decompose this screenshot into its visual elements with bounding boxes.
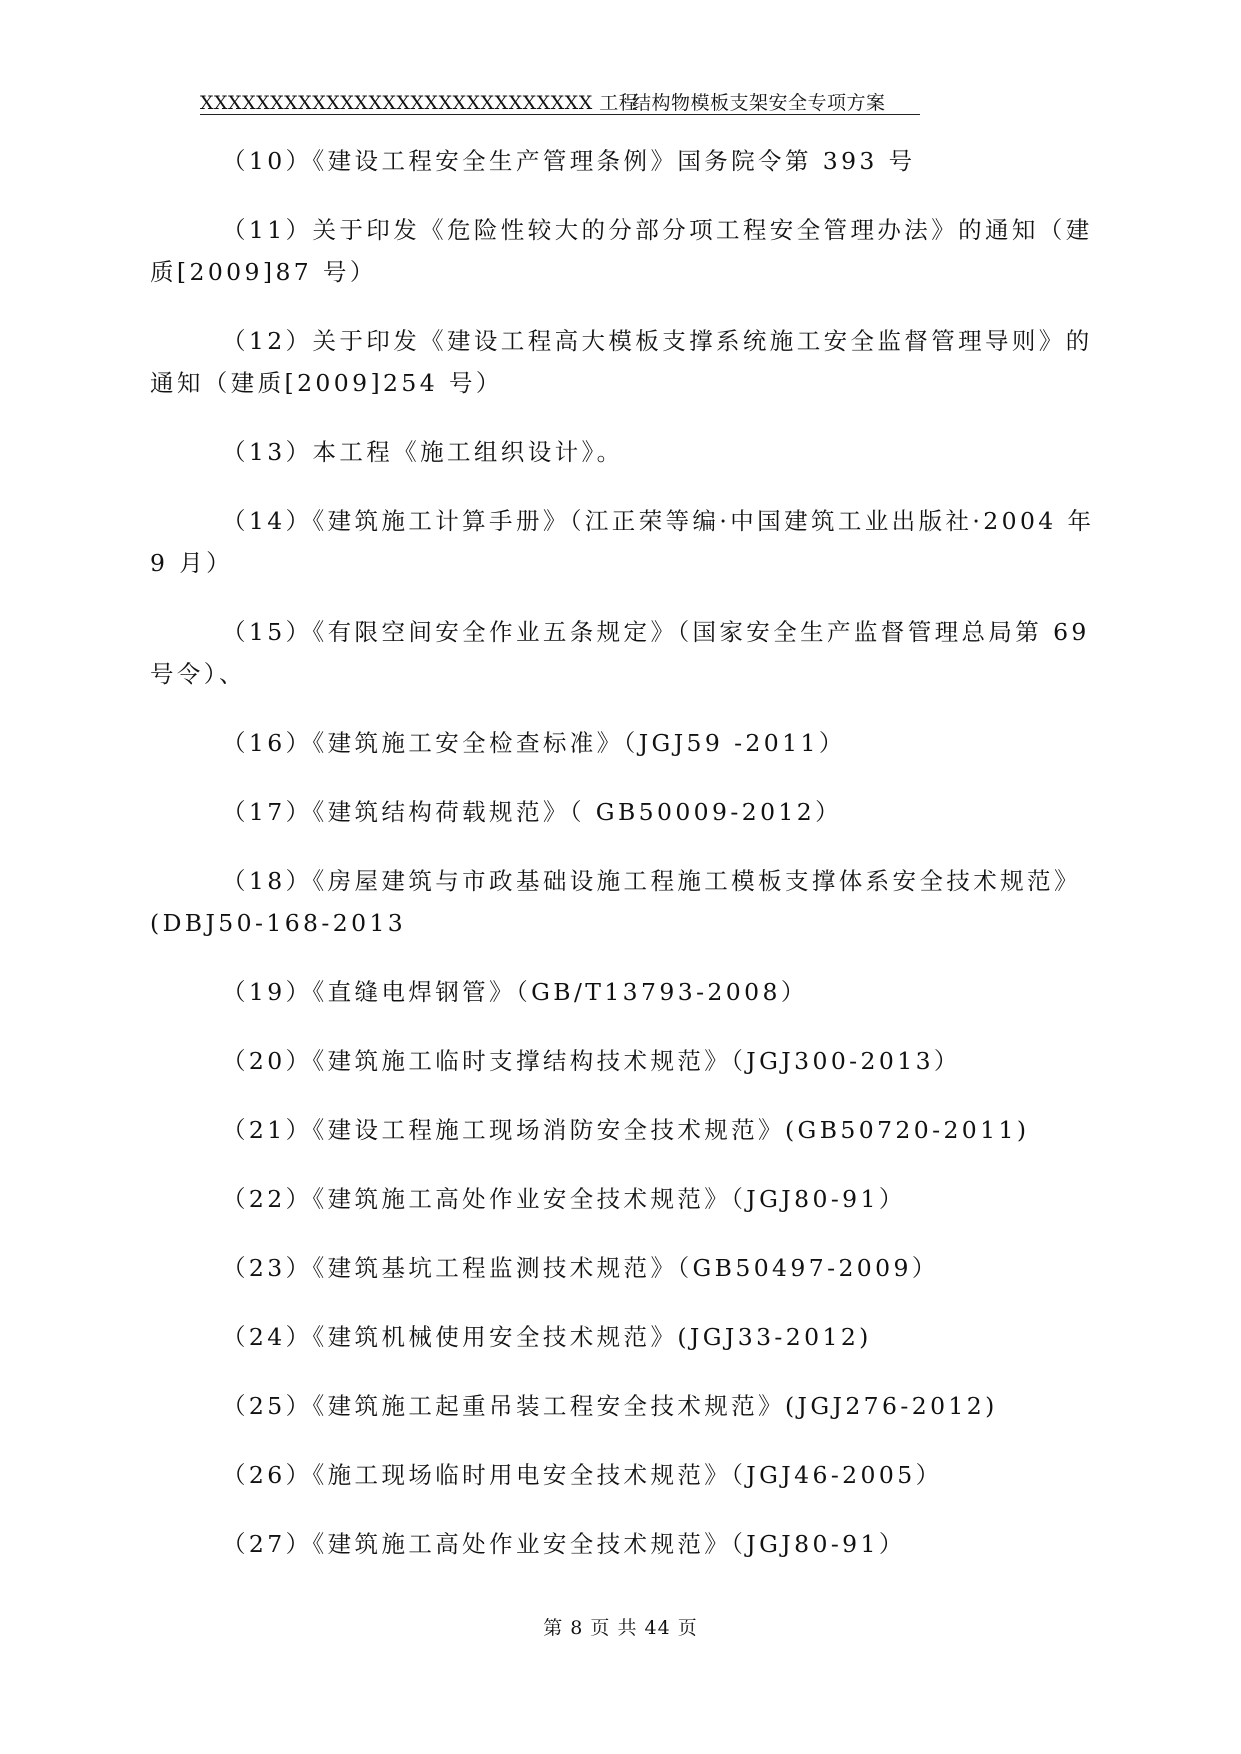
reference-item-15: （15）《有限空间安全作业五条规定》（国家安全生产监督管理总局第 69 号令）、 bbox=[150, 618, 1090, 688]
reference-item-17: （17）《建筑结构荷载规范》（ GB50009-2012） bbox=[222, 798, 843, 826]
reference-item-11: （11）关于印发《危险性较大的分部分项工程安全管理办法》的通知（建质[2009]87 号） bbox=[150, 216, 1093, 286]
page-number: 第 8 页 共 44 页 bbox=[543, 1617, 698, 1639]
reference-item-10: （10）《建设工程安全生产管理条例》国务院令第 393 号 bbox=[222, 147, 916, 175]
header-document-title: 结构物模板支架安全专项方案 bbox=[632, 92, 886, 114]
reference-item-27: （27）《建筑施工高处作业安全技术规范》（JGJ80-91） bbox=[222, 1530, 906, 1558]
reference-item-24: （24）《建筑机械使用安全技术规范》(JGJ33-2012) bbox=[222, 1323, 872, 1351]
header-project-name: XXXXXXXXXXXXXXXXXXXXXXXXXXXX 工程 bbox=[200, 92, 639, 114]
reference-item-19: （19）《直缝电焊钢管》（GB/T13793-2008） bbox=[222, 978, 808, 1006]
reference-item-26: （26）《施工现场临时用电安全技术规范》（JGJ46-2005） bbox=[222, 1461, 943, 1489]
reference-item-13: （13）本工程《施工组织设计》。 bbox=[222, 438, 624, 466]
reference-item-16: （16）《建筑施工安全检查标准》（JGJ59 -2011） bbox=[222, 729, 846, 757]
reference-item-20: （20）《建筑施工临时支撑结构技术规范》（JGJ300-2013） bbox=[222, 1047, 961, 1075]
reference-item-21: （21）《建设工程施工现场消防安全技术规范》(GB50720-2011) bbox=[222, 1116, 1030, 1144]
reference-item-22: （22）《建筑施工高处作业安全技术规范》（JGJ80-91） bbox=[222, 1185, 906, 1213]
reference-item-12: （12）关于印发《建设工程高大模板支撑系统施工安全监督管理导则》的通知（建质[2009]254 号） bbox=[150, 327, 1093, 397]
reference-item-23: （23）《建筑基坑工程监测技术规范》（GB50497-2009） bbox=[222, 1254, 939, 1282]
reference-item-14: （14）《建筑施工计算手册》（江正荣等编·中国建筑工业出版社·2004 年 9 月） bbox=[150, 507, 1095, 577]
page-header bbox=[200, 88, 920, 115]
reference-list bbox=[150, 140, 1115, 1592]
reference-item-25: （25）《建筑施工起重吊装工程安全技术规范》(JGJ276-2012) bbox=[222, 1392, 998, 1420]
reference-item-18: （18）《房屋建筑与市政基础设施工程施工模板支撑体系安全技术规范》(DBJ50-168-2013 bbox=[150, 867, 1081, 937]
